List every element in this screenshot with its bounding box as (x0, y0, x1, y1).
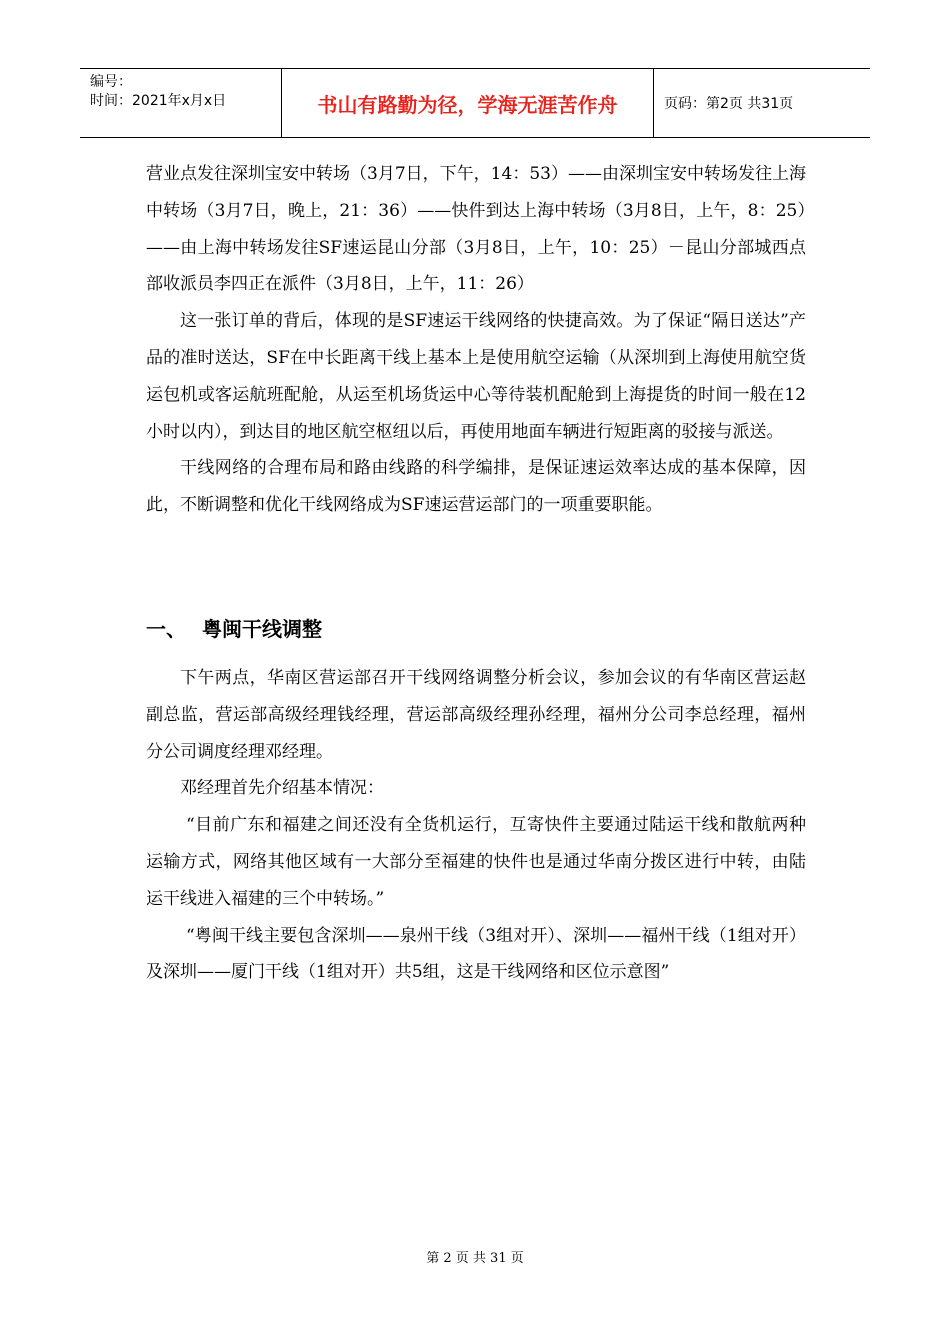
intro-text (146, 156, 806, 524)
section-text (146, 660, 806, 991)
document-time-label: 时间：2021年x月x日 (90, 93, 227, 109)
section-title: 粤闽干线调整 (202, 617, 322, 641)
paragraph-meeting: 下午两点，华南区营运部召开干线网络调整分析会议，参加会议的有华南区营运赵副总监，营运部高级经理钱经理，营运部高级经理孙经理，福州分公司李总经理，福州分公司调度经理邓经理。 (146, 668, 806, 762)
section-heading (146, 613, 322, 642)
paragraph-route: 营业点发往深圳宝安中转场（3月7日，下午，14：53）——由深圳宝安中转场发往上海中转场（3月7日，晚上，21：36）——快件到达上海中转场（3月8日，上午，8：25）——由上海中转场发往SF速运昆山分部（3月8日，上午，10：25）－昆山分部城西点部收派员李四正在派件（3月8日，上午，11：26） (146, 164, 806, 295)
paragraph-network-efficiency: 这一张订单的背后，体现的是SF速运干线网络的快捷高效。为了保证“隔日送达”产品的准时送达，SF在中长距离干线上基本上是使用航空运输（从深圳到上海使用航空货运包机或客运航班配舱，从运至机场货运中心等待装机配舱到上海提货的时间一般在12小时以内），到达目的地区航空枢纽以后，再使用地面车辆进行短距离的驳接与派送。 (146, 311, 806, 442)
header-motto: 书山有路勤为径，学海无涯苦作舟 (282, 69, 654, 137)
page-header (80, 68, 870, 138)
paragraph-network-layout: 干线网络的合理布局和路由线路的科学编排，是保证速运效率达成的基本保障，因此，不断调整和优化干线网络成为SF速运营运部门的一项重要职能。 (146, 458, 806, 516)
paragraph-intro-speaker: 邓经理首先介绍基本情况： (180, 778, 384, 799)
header-page-number: 页码：第2页 共31页 (664, 96, 794, 112)
paragraph-quote-transport: “目前广东和福建之间还没有全货机运行，互寄快件主要通过陆运干线和散航两种运输方式，网络其他区域有一大部分至福建的快件也是通过华南分拨区进行中转，由陆运干线进入福建的三个中转场。” (146, 815, 806, 909)
document-number-label: 编号： (90, 74, 132, 90)
section-number: 一、 (146, 617, 186, 641)
header-meta (80, 69, 282, 137)
paragraph-quote-routes: “粤闽干线主要包含深圳——泉州干线（3组对开）、深圳——福州干线（1组对开）及深圳——厦门干线（1组对开）共5组，这是干线网络和区位示意图” (146, 925, 806, 983)
page-footer: 第 2 页 共 31 页 (426, 1251, 524, 1266)
